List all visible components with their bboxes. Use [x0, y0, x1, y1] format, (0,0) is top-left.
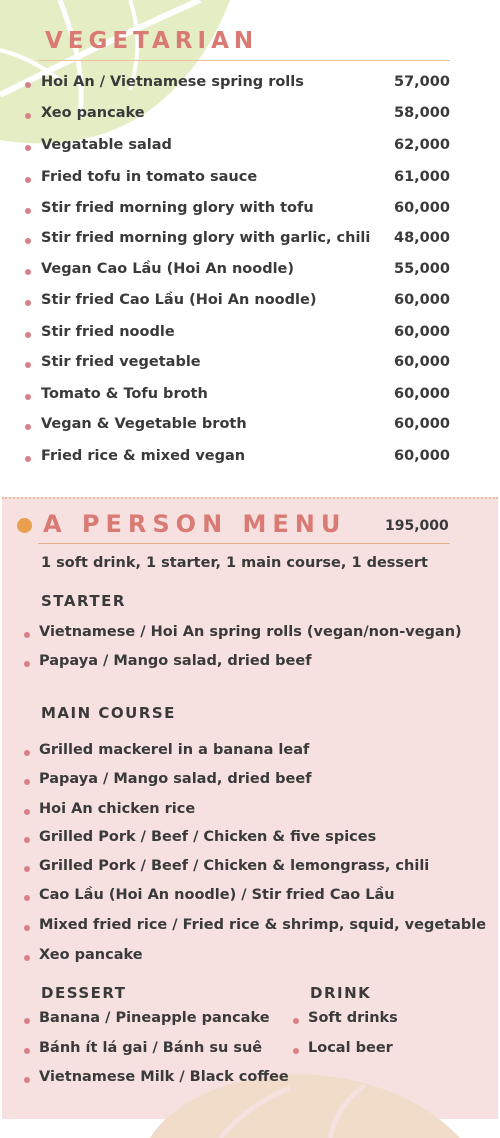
- item-price: 58,000: [394, 105, 450, 121]
- menu-item: [25, 169, 455, 191]
- bullet-icon: [24, 1048, 30, 1054]
- item-name: Stir fried noodle: [41, 324, 175, 340]
- person-menu-heading: A PERSON MENU: [43, 510, 347, 538]
- item-price: 60,000: [394, 292, 450, 308]
- bullet-icon: [25, 238, 31, 244]
- item-text: Xeo pancake: [39, 947, 143, 963]
- person-menu-description: 1 soft drink, 1 starter, 1 main course, 1 dessert: [41, 555, 428, 571]
- item-name: Vegan Cao Lầu (Hoi An noodle): [41, 261, 295, 277]
- bullet-icon: [24, 866, 30, 872]
- bullet-icon: [25, 82, 31, 88]
- bullet-icon: [25, 177, 31, 183]
- starter-heading: STARTER: [41, 592, 126, 610]
- bullet-icon: [24, 632, 30, 638]
- menu-item: [25, 261, 455, 283]
- item-text: Vietnamese Milk / Black coffee: [39, 1069, 289, 1085]
- bullet-icon: [24, 661, 30, 667]
- item-name: Stir fried morning glory with garlic, chili: [41, 230, 371, 246]
- item-text: Grilled Pork / Beef / Chicken & five spices: [39, 829, 377, 845]
- item-text: Hoi An chicken rice: [39, 801, 196, 817]
- person-menu-divider: [38, 543, 450, 544]
- drink-heading: DRINK: [310, 984, 372, 1002]
- item-text: Papaya / Mango salad, dried beef: [39, 771, 312, 787]
- item-text: Vietnamese / Hoi An spring rolls (vegan/non-vegan): [39, 624, 462, 640]
- bullet-icon: [24, 955, 30, 961]
- bullet-icon: [25, 208, 31, 214]
- item-price: 60,000: [394, 416, 450, 432]
- menu-item: [25, 354, 455, 376]
- item-price: 60,000: [394, 354, 450, 370]
- item-text: Grilled Pork / Beef / Chicken & lemongrass, chili: [39, 858, 430, 874]
- bullet-icon: [293, 1048, 299, 1054]
- item-name: Stir fried morning glory with tofu: [41, 200, 314, 216]
- menu-item: [25, 230, 455, 252]
- item-text: Cao Lầu (Hoi An noodle) / Stir fried Cao Lầu: [39, 887, 395, 903]
- bullet-icon: [25, 113, 31, 119]
- bullet-icon: [25, 300, 31, 306]
- bullet-icon: [25, 145, 31, 151]
- bullet-icon: [24, 809, 30, 815]
- item-name: Vegan & Vegetable broth: [41, 416, 247, 432]
- item-text: Mixed fried rice / Fried rice & shrimp, squid, vegetable: [39, 917, 487, 933]
- item-price: 60,000: [394, 200, 450, 216]
- menu-item: [25, 448, 455, 470]
- item-price: 55,000: [394, 261, 450, 277]
- item-text: Banana / Pineapple pancake: [39, 1010, 270, 1026]
- bullet-icon: [25, 394, 31, 400]
- item-name: Fried rice & mixed vegan: [41, 448, 246, 464]
- menu-item: [25, 324, 455, 346]
- menu-item: [25, 74, 455, 96]
- item-name: Stir fried vegetable: [41, 354, 201, 370]
- main-course-heading: MAIN COURSE: [41, 704, 176, 722]
- item-price: 62,000: [394, 137, 450, 153]
- item-price: 60,000: [394, 324, 450, 340]
- bullet-icon: [24, 750, 30, 756]
- menu-item: [25, 105, 455, 127]
- item-price: 48,000: [394, 230, 450, 246]
- bullet-icon: [25, 424, 31, 430]
- item-name: Tomato & Tofu broth: [41, 386, 208, 402]
- item-price: 61,000: [394, 169, 450, 185]
- item-price: 60,000: [394, 448, 450, 464]
- person-menu-price: 195,000: [385, 518, 449, 534]
- bullet-icon: [24, 925, 30, 931]
- item-name: Fried tofu in tomato sauce: [41, 169, 258, 185]
- item-name: Vegatable salad: [41, 137, 172, 153]
- bullet-icon: [25, 456, 31, 462]
- item-price: 60,000: [394, 386, 450, 402]
- orange-dot-icon: [17, 518, 32, 533]
- menu-item: [25, 292, 455, 314]
- bullet-icon: [25, 269, 31, 275]
- bullet-icon: [25, 332, 31, 338]
- menu-item: [25, 137, 455, 159]
- item-text: Grilled mackerel in a banana leaf: [39, 742, 310, 758]
- item-text: Local beer: [308, 1040, 393, 1056]
- item-text: Papaya / Mango salad, dried beef: [39, 653, 312, 669]
- item-name: Hoi An / Vietnamese spring rolls: [41, 74, 304, 90]
- item-text: Bánh ít lá gai / Bánh su suê: [39, 1040, 263, 1056]
- bullet-icon: [24, 837, 30, 843]
- item-text: Soft drinks: [308, 1010, 398, 1026]
- bullet-icon: [24, 779, 30, 785]
- menu-item: [25, 386, 455, 408]
- item-name: Stir fried Cao Lầu (Hoi An noodle): [41, 292, 317, 308]
- bullet-icon: [24, 895, 30, 901]
- item-name: Xeo pancake: [41, 105, 145, 121]
- item-price: 57,000: [394, 74, 450, 90]
- bullet-icon: [24, 1077, 30, 1083]
- menu-item: [25, 200, 455, 222]
- bullet-icon: [25, 362, 31, 368]
- menu-item: [25, 416, 455, 438]
- vegetarian-heading: VEGETARIAN: [45, 28, 259, 54]
- bullet-icon: [24, 1018, 30, 1024]
- bullet-icon: [293, 1018, 299, 1024]
- dessert-heading: DESSERT: [41, 984, 127, 1002]
- vegetarian-divider: [38, 60, 450, 61]
